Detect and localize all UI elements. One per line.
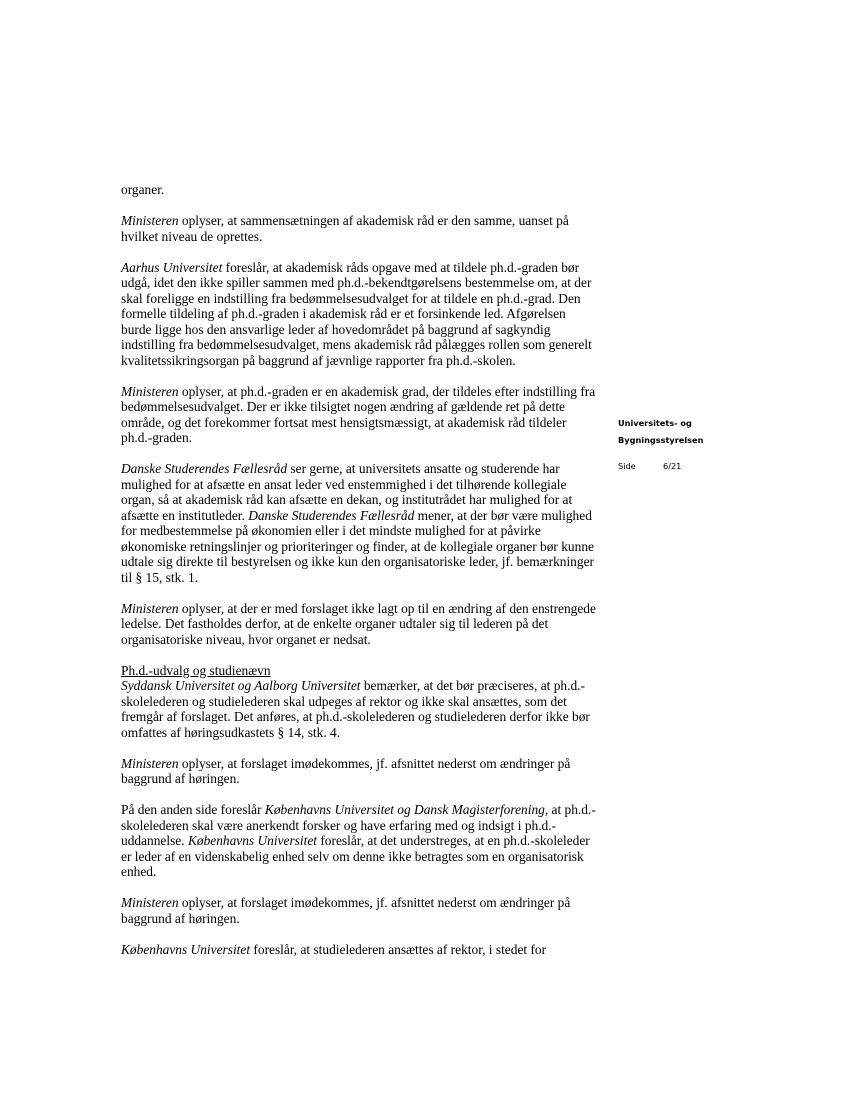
actor-name: Danske Studerendes Fællesråd bbox=[121, 461, 288, 476]
paragraph: Ministeren oplyser, at der er med forslaget ikke lagt op til en ændring af den enstrengede ledelse. Det fastholdes derfor, at de enkelte organer udtaler sig til lederen på det organisatoriske niveau, hvor organet er nedsat. bbox=[121, 600, 596, 647]
document-body bbox=[121, 182, 596, 973]
actor-name: Ministeren bbox=[121, 600, 179, 616]
sidebar bbox=[618, 415, 818, 471]
actor-name: Københavns Universitet og Dansk Magisterforening, bbox=[264, 802, 549, 817]
actor-name: Ministeren bbox=[121, 895, 179, 910]
actor-name: Danske Studerendes Fællesråd bbox=[248, 507, 415, 523]
section-heading: Ph.d.-udvalg og studienævn bbox=[121, 662, 271, 678]
actor-name: Københavns Universitet bbox=[121, 941, 251, 957]
paragraph: Syddansk Universitet og Aalborg Universitet bemærker, at det bør præciseres, at ph.d.-skolelederen og studielederen skal udpeges af rektor og ikke skal ansættes, som det fremgår af forslaget. Det anføres, at ph.d.-skolelederen og studielederen derfor ikke bør omfattes af høringsudkastets § 14, stk. 4. bbox=[121, 678, 590, 740]
organization-name: Universitets- og Bygningsstyrelsen bbox=[618, 418, 704, 445]
paragraph: Aarhus Universitet foreslår, at akademisk råds opgave med at tildele ph.d.-graden bør udgå, idet den ikke spiller sammen med ph.d.-bekendtgørelsens bestemmelse om, at der skal foreligge en indstilling fra bedømmelsesudvalget for at tildele en ph.d.-grad. Den formelle tildeling af ph.d.-graden i akademisk råd er et forsinkende led. Afgørelsen burde ligge hos den ansvarlige leder af hovedområdet på baggrund af sagkyndig indstilling fra bedømmelsesudvalget, mens akademisk råd pålægges rollen som generelt kvalitetssikringsorgan på baggrund af jævnlige rapporter fra ph.d.-skolen. bbox=[121, 259, 592, 368]
paragraph: Ministeren oplyser, at forslaget imødekommes, jf. afsnittet nederst om ændringer på baggrund af høringen. bbox=[121, 895, 571, 926]
actor-name: Københavns Universitet bbox=[187, 833, 317, 848]
actor-name: Aarhus Universitet bbox=[121, 259, 223, 275]
actor-name: Ministeren bbox=[121, 213, 179, 228]
actor-name: Ministeren bbox=[121, 755, 179, 771]
paragraph: Ministeren oplyser, at ph.d.-graden er en akademisk grad, der tildeles efter indstilling fra bedømmelsesudvalget. Der er ikke tilsigtet nogen ændring af gældende ret på dette område, og det forekommer fortsat mest hensigtsmæssigt, at akademisk råd tildeler ph.d.-graden. bbox=[121, 383, 596, 445]
paragraph: På den anden side foreslår Københavns Universitet og Dansk Magisterforening, at ph.d.-skolelederen skal være anerkendt forsker og have erfaring med og indsigt i ph.d.-uddannelse. Københavns Universitet foreslår, at det understreges, at en ph.d.-skoleleder er leder af en videnskabelig enhed selv om denne ikke betragtes som en organisatorisk enhed. bbox=[121, 802, 596, 879]
paragraph: Danske Studerendes Fællesråd ser gerne, at universitets ansatte og studerende har mulighed for at afsætte en ansat leder ved enstemmighed i det tilhørende kollegiale organ, så at akademisk råd kan afsætte en dekan, og institutrådet har mulighed for at afsætte en institutleder. Danske Studerendes Fællesråd mener, at der bør være mulighed for medbestemmelse på økonomien eller i det mindste mulighed for at påvirke økonomiske retningslinjer og prioriteringer og finder, at de kollegiale organer bør kunne udtale sig direkte til bestyrelsen og ikke kun den organisatoriske leder, jf. bemærkninger til § 15, stk. 1. bbox=[121, 461, 594, 585]
actor-name: Ministeren bbox=[121, 383, 179, 399]
page-label: Side bbox=[618, 461, 636, 471]
page-number bbox=[618, 461, 818, 471]
section-heading-line bbox=[121, 663, 596, 679]
paragraph: Ministeren oplyser, at forslaget imødekommes, jf. afsnittet nederst om ændringer på baggrund af høringen. bbox=[121, 755, 571, 786]
page-value: 6/21 bbox=[663, 461, 682, 471]
paragraph: organer. bbox=[121, 182, 165, 197]
paragraph: Ministeren oplyser, at sammensætningen af akademisk råd er den samme, uanset på hvilket niveau de oprettes. bbox=[121, 213, 569, 244]
actor-name: Syddansk Universitet og Aalborg Universitet bbox=[121, 678, 361, 693]
paragraph: Københavns Universitet foreslår, at studielederen ansættes af rektor, i stedet for bbox=[121, 941, 547, 957]
